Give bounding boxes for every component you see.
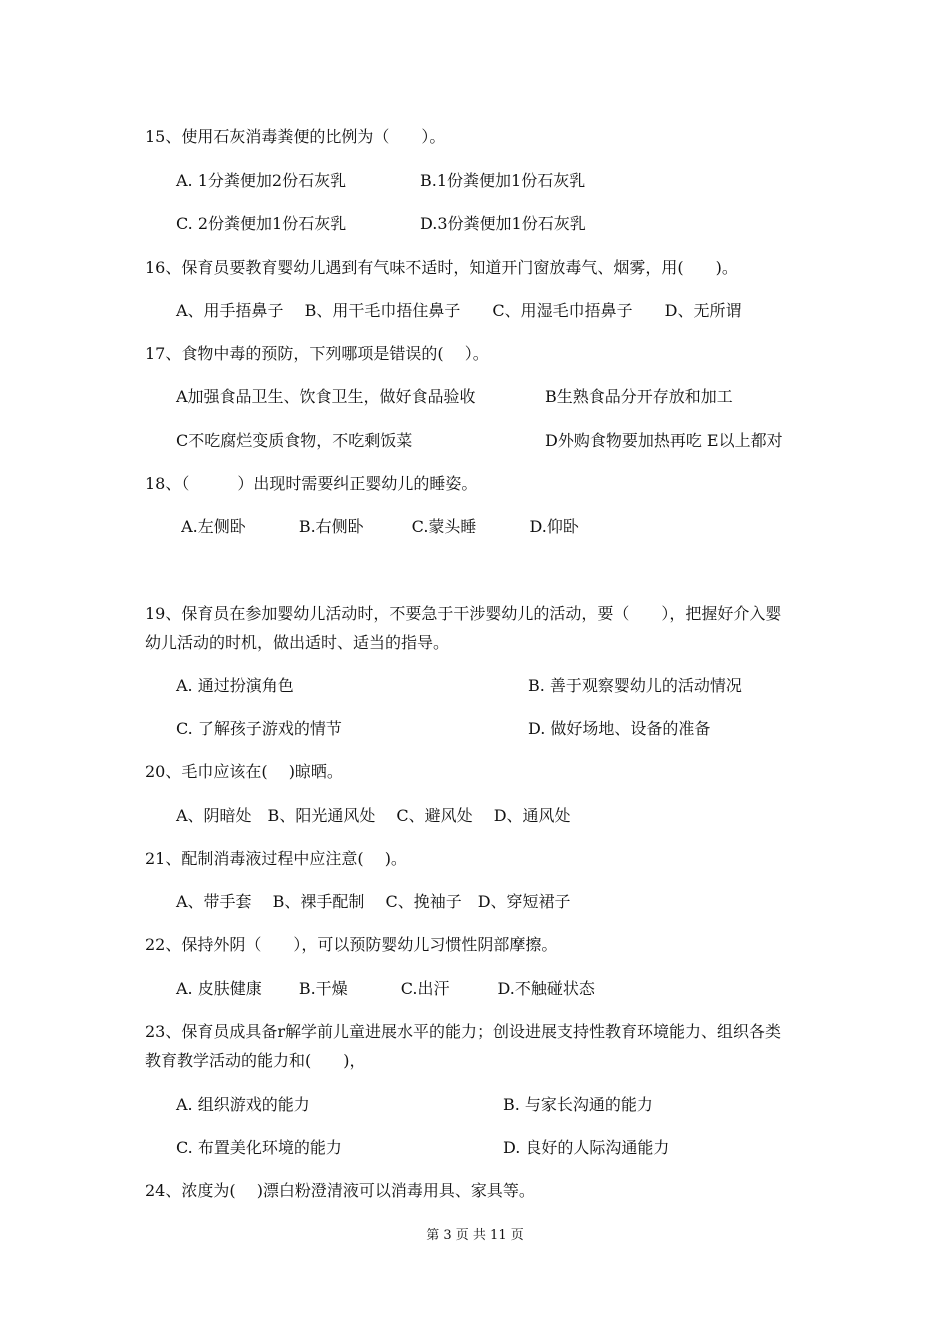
option-15-d: D.3份粪便加1份石灰乳 xyxy=(420,214,586,233)
question-stem-15: 15、使用石灰消毒粪便的比例为（ ）。 xyxy=(145,127,446,146)
options-16: A、用手捂鼻子 B、用干毛巾捂住鼻子 C、用湿毛巾捂鼻子 D、无所谓 xyxy=(176,301,742,320)
option-19-b: B. 善于观察婴幼儿的活动情况 xyxy=(528,676,742,695)
question-stem-18: 18、（ ）出现时需要纠正婴幼儿的睡姿。 xyxy=(145,474,478,493)
page-footer: 第 3 页 共 11 页 xyxy=(426,1228,524,1243)
options-21: A、带手套 B、裸手配制 C、挽袖子 D、穿短裙子 xyxy=(176,892,571,911)
question-stem-23-line2: 教育教学活动的能力和( )， xyxy=(145,1051,366,1070)
question-stem-23-line1: 23、保育员成具备r解学前儿童进展水平的能力；创设进展支持性教育环境能力、组织各类 xyxy=(145,1022,782,1041)
question-stem-24: 24、浓度为( )漂白粉澄清液可以消毒用具、家具等。 xyxy=(145,1181,535,1200)
option-17-d: D外购食物要加热再吃 E以上都对 xyxy=(545,431,783,450)
question-stem-19-line2: 幼儿活动的时机，做出适时、适当的指导。 xyxy=(145,633,450,652)
question-stem-19-line1: 19、保育员在参加婴幼儿活动时，不要急于干涉婴幼儿的活动，要（ ），把握好介入婴 xyxy=(145,604,782,623)
question-stem-16: 16、保育员要教育婴幼儿遇到有气味不适时，知道开门窗放毒气、烟雾，用( )。 xyxy=(145,258,738,277)
option-15-c: C. 2份粪便加1份石灰乳 xyxy=(176,214,347,233)
question-stem-20: 20、毛巾应该在( )晾晒。 xyxy=(145,762,343,781)
option-19-d: D. 做好场地、设备的准备 xyxy=(528,719,711,738)
option-23-d: D. 良好的人际沟通能力 xyxy=(503,1138,670,1157)
option-17-c: C不吃腐烂变质食物，不吃剩饭菜 xyxy=(176,431,413,450)
options-22: A. 皮肤健康 B.干燥 C.出汗 D.不触碰状态 xyxy=(176,979,595,998)
option-17-b: B生熟食品分开存放和加工 xyxy=(545,387,733,406)
options-18: A.左侧卧 B.右侧卧 C.蒙头睡 D.仰卧 xyxy=(176,517,579,536)
option-23-b: B. 与家长沟通的能力 xyxy=(503,1095,653,1114)
option-23-a: A. 组织游戏的能力 xyxy=(176,1095,310,1114)
option-17-a: A加强食品卫生、饮食卫生，做好食品验收 xyxy=(176,387,476,406)
options-20: A、阴暗处 B、阳光通风处 C、避风处 D、通风处 xyxy=(176,806,571,825)
option-15-a: A. 1分粪便加2份石灰乳 xyxy=(176,171,347,190)
question-stem-22: 22、保持外阴（ ），可以预防婴幼儿习惯性阴部摩擦。 xyxy=(145,935,558,954)
question-stem-17: 17、食物中毒的预防，下列哪项是错误的( ）。 xyxy=(145,344,489,363)
question-stem-21: 21、配制消毒液过程中应注意( )。 xyxy=(145,849,407,868)
option-15-b: B.1份粪便加1份石灰乳 xyxy=(420,171,586,190)
option-19-a: A. 通过扮演角色 xyxy=(176,676,294,695)
option-19-c: C. 了解孩子游戏的情节 xyxy=(176,719,342,738)
option-23-c: C. 布置美化环境的能力 xyxy=(176,1138,342,1157)
